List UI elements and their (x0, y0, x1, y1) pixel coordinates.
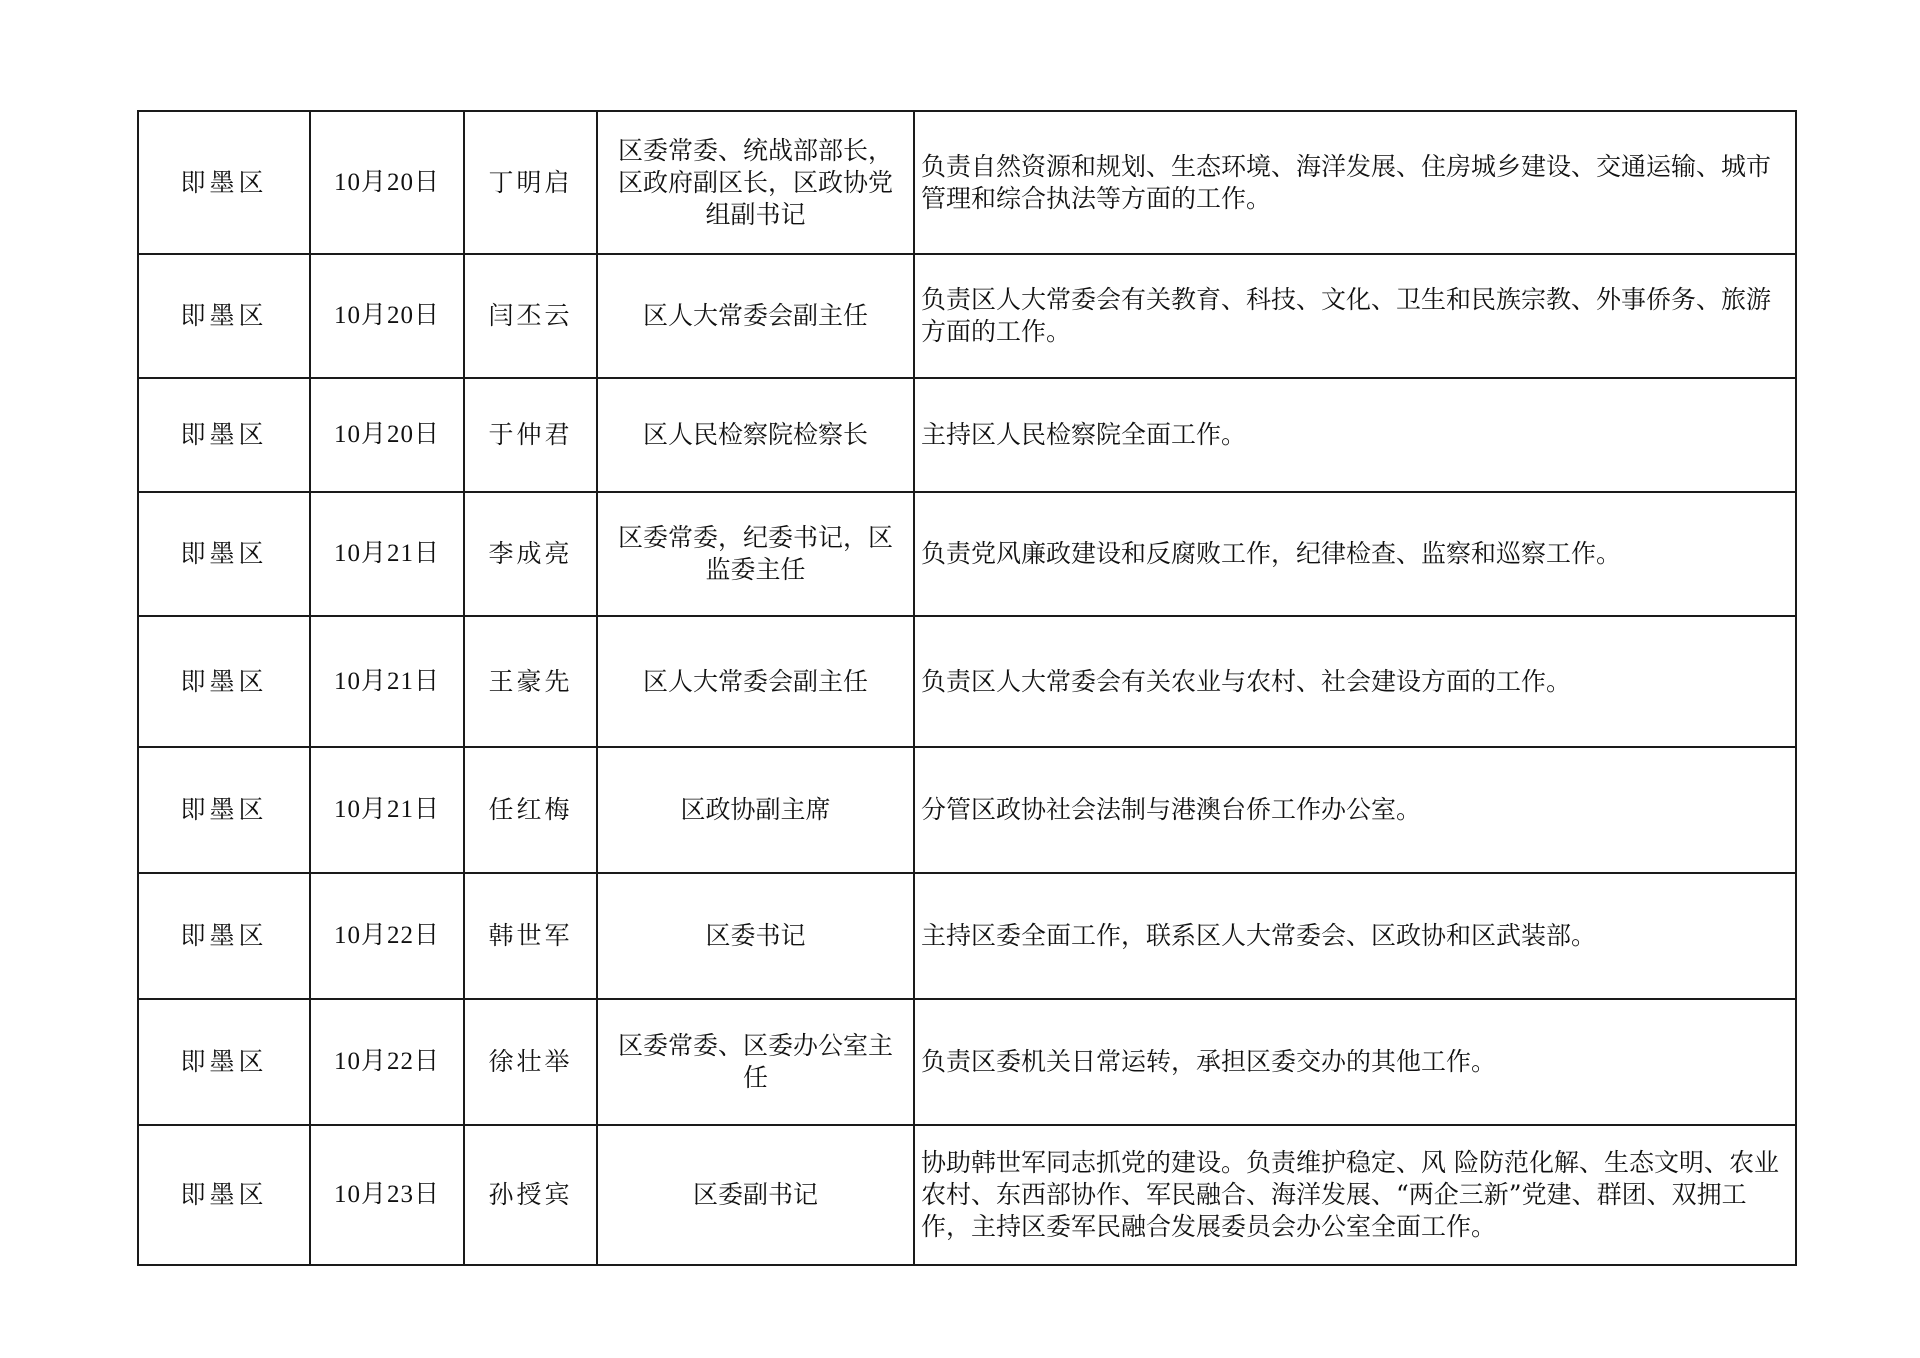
table-row (138, 747, 1796, 873)
date-cell: 10月20日 (310, 378, 464, 492)
duties-cell: 负责区人大常委会有关农业与农村、社会建设方面的工作。 (914, 616, 1796, 747)
date-cell: 10月21日 (310, 747, 464, 873)
position-cell: 区政协副主席 (597, 747, 914, 873)
table-row (138, 492, 1796, 616)
name-cell: 于仲君 (464, 378, 597, 492)
table-row (138, 378, 1796, 492)
table-row (138, 873, 1796, 999)
district-cell: 即墨区 (138, 999, 310, 1125)
date-cell: 10月20日 (310, 254, 464, 378)
district-cell: 即墨区 (138, 111, 310, 254)
name-cell: 王豪先 (464, 616, 597, 747)
district-cell: 即墨区 (138, 616, 310, 747)
date-cell: 10月21日 (310, 492, 464, 616)
position-cell: 区委常委、区委办公室主任 (597, 999, 914, 1125)
date-cell: 10月22日 (310, 873, 464, 999)
date-cell: 10月20日 (310, 111, 464, 254)
position-cell: 区委常委、统战部部长，区政府副区长，区政协党组副书记 (597, 111, 914, 254)
duties-cell: 负责党风廉政建设和反腐败工作，纪律检查、监察和巡察工作。 (914, 492, 1796, 616)
schedule-table (137, 110, 1797, 1266)
district-cell: 即墨区 (138, 873, 310, 999)
name-cell: 闫丕云 (464, 254, 597, 378)
name-cell: 徐壮举 (464, 999, 597, 1125)
name-cell: 丁明启 (464, 111, 597, 254)
district-cell: 即墨区 (138, 1125, 310, 1265)
table-row (138, 616, 1796, 747)
district-cell: 即墨区 (138, 747, 310, 873)
position-cell: 区人大常委会副主任 (597, 254, 914, 378)
table-row (138, 111, 1796, 254)
district-cell: 即墨区 (138, 492, 310, 616)
duties-cell: 主持区人民检察院全面工作。 (914, 378, 1796, 492)
duties-cell: 分管区政协社会法制与港澳台侨工作办公室。 (914, 747, 1796, 873)
district-cell: 即墨区 (138, 378, 310, 492)
date-cell: 10月23日 (310, 1125, 464, 1265)
position-cell: 区委书记 (597, 873, 914, 999)
duties-cell: 负责自然资源和规划、生态环境、海洋发展、住房城乡建设、交通运输、城市管理和综合执法等方面的工作。 (914, 111, 1796, 254)
date-cell: 10月21日 (310, 616, 464, 747)
position-cell: 区人民检察院检察长 (597, 378, 914, 492)
table-row (138, 1125, 1796, 1265)
duties-cell: 负责区委机关日常运转，承担区委交办的其他工作。 (914, 999, 1796, 1125)
name-cell: 韩世军 (464, 873, 597, 999)
table-row (138, 999, 1796, 1125)
table-row (138, 254, 1796, 378)
position-cell: 区委副书记 (597, 1125, 914, 1265)
name-cell: 任红梅 (464, 747, 597, 873)
district-cell: 即墨区 (138, 254, 310, 378)
position-cell: 区人大常委会副主任 (597, 616, 914, 747)
name-cell: 孙授宾 (464, 1125, 597, 1265)
duties-cell: 主持区委全面工作，联系区人大常委会、区政协和区武装部。 (914, 873, 1796, 999)
position-cell: 区委常委，纪委书记，区监委主任 (597, 492, 914, 616)
duties-cell: 负责区人大常委会有关教育、科技、文化、卫生和民族宗教、外事侨务、旅游方面的工作。 (914, 254, 1796, 378)
name-cell: 李成亮 (464, 492, 597, 616)
date-cell: 10月22日 (310, 999, 464, 1125)
duties-cell: 协助韩世军同志抓党的建设。负责维护稳定、风 险防范化解、生态文明、农业农村、东西部协作、军民融合、海洋发展、“两企三新”党建、群团、双拥工作，主持区委军民融合发展委员会办公室全面工作。 (914, 1125, 1796, 1265)
